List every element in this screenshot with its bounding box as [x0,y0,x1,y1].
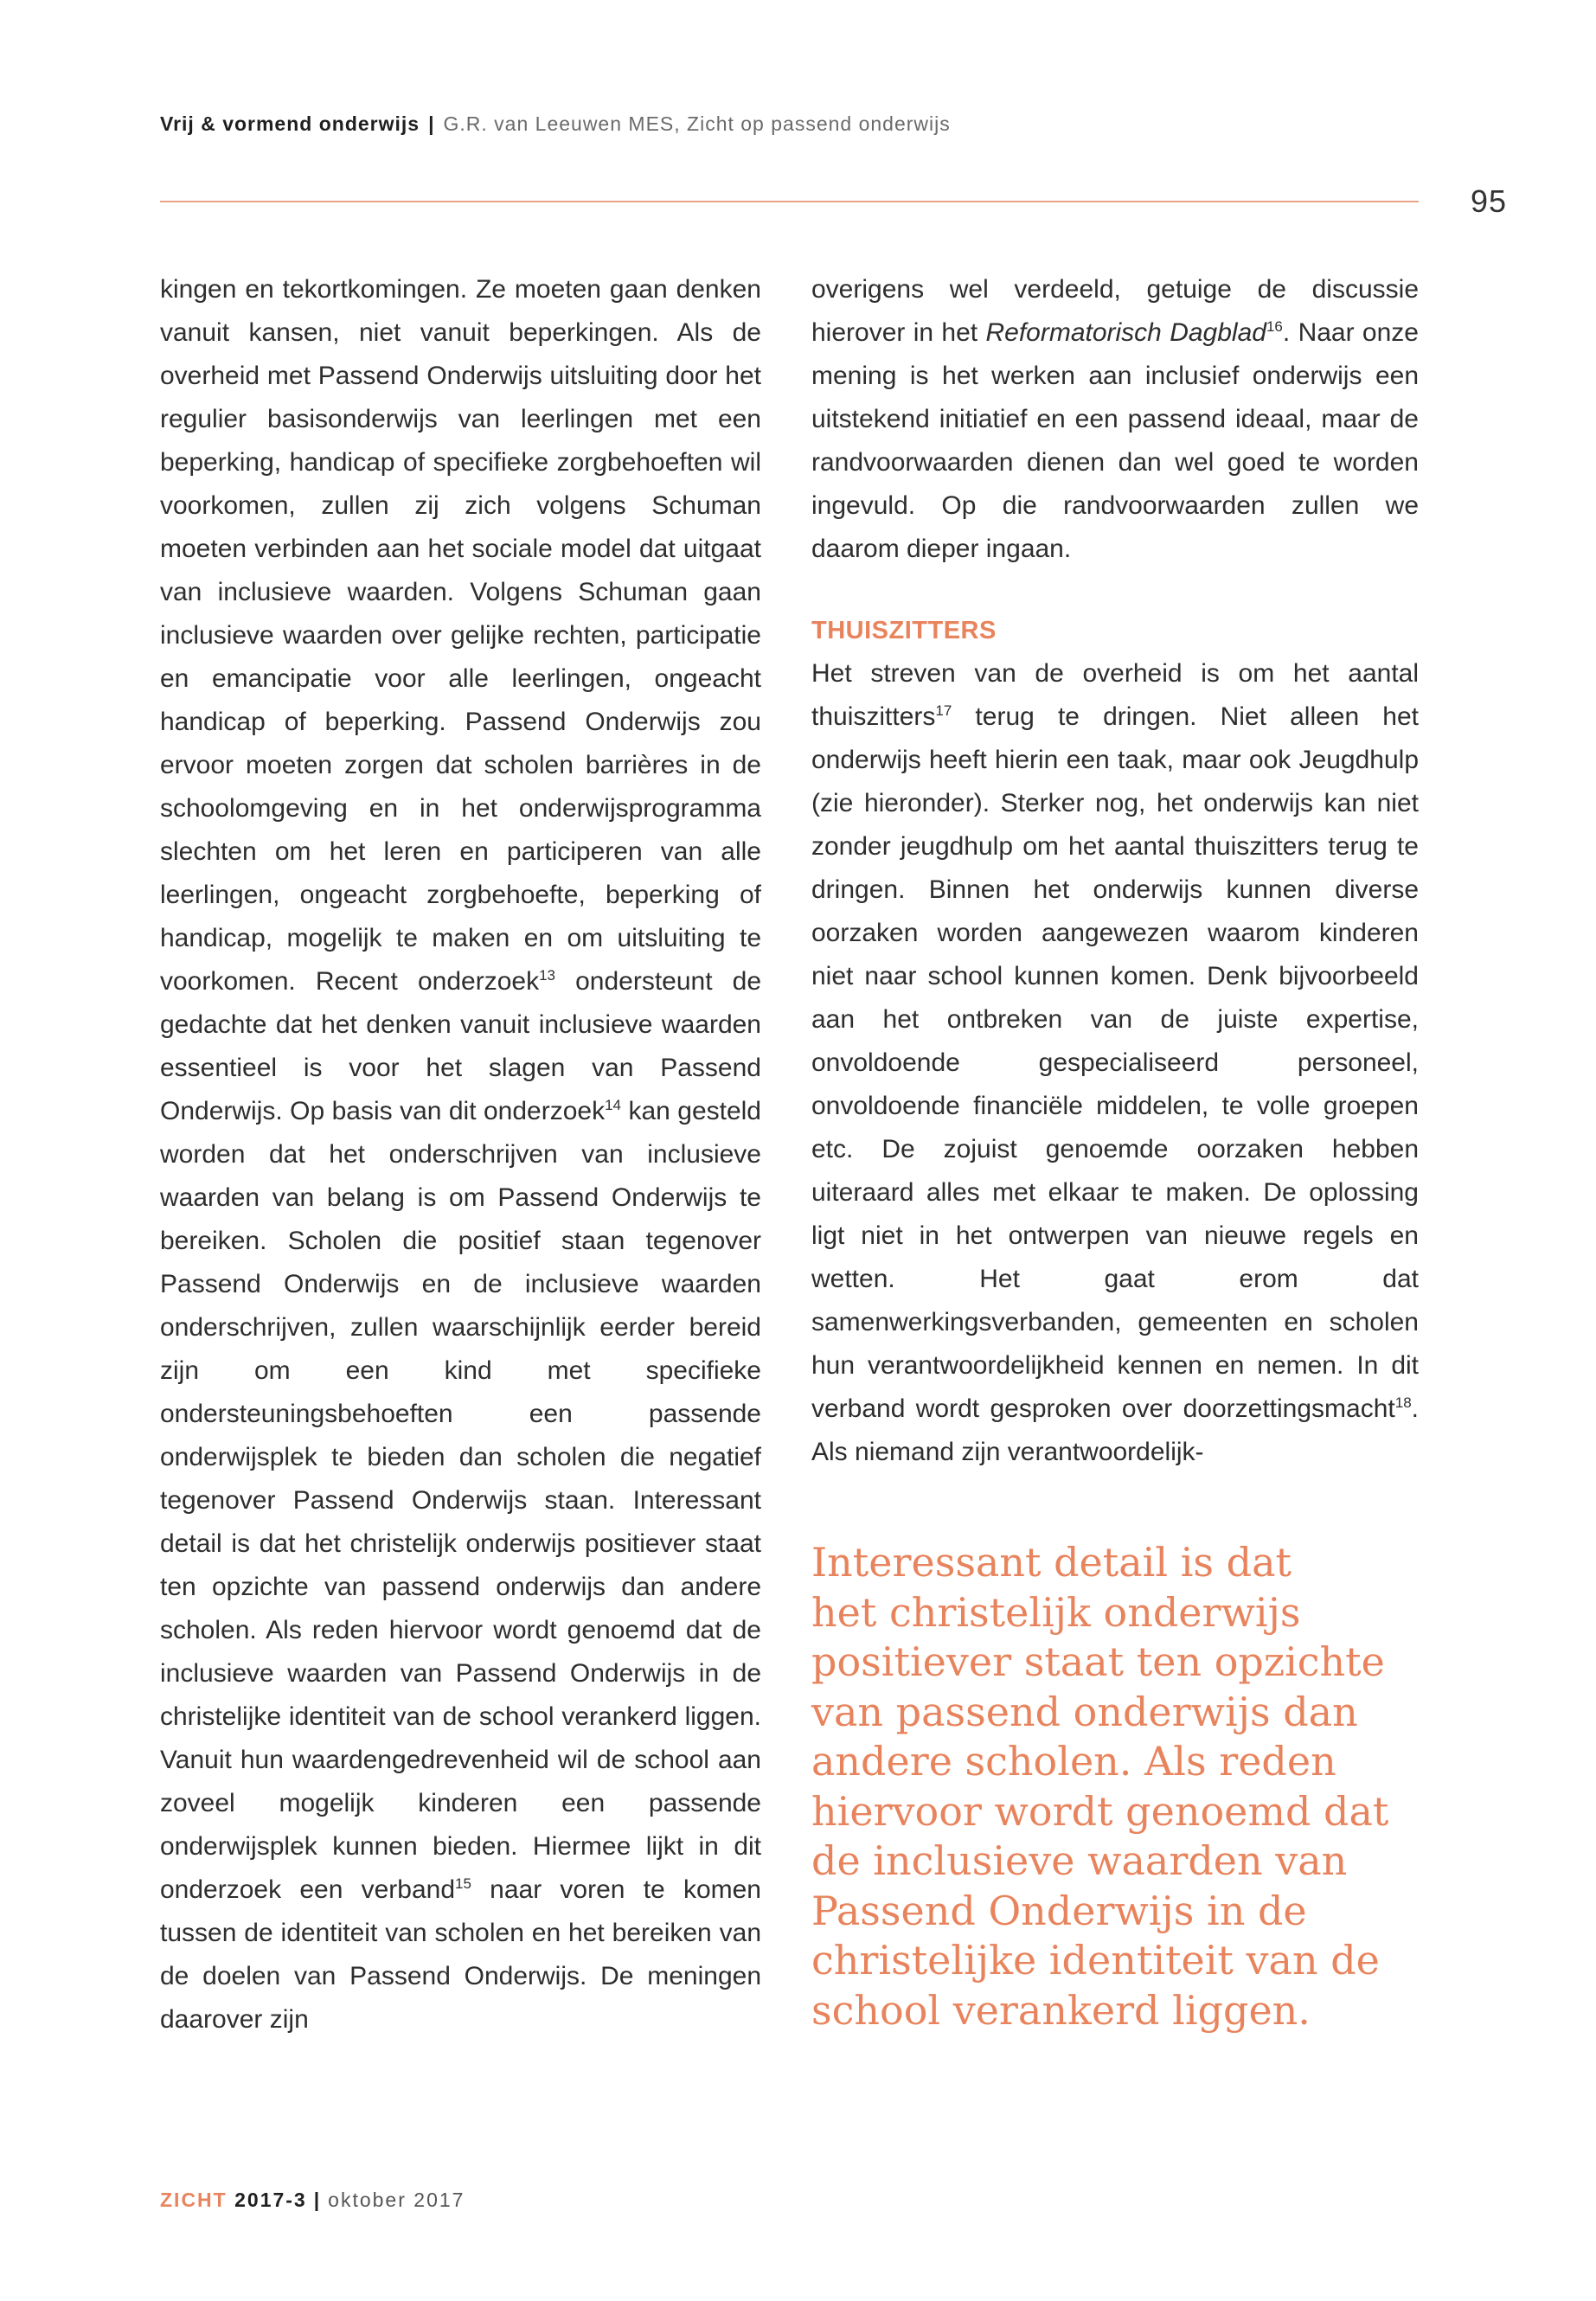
newspaper-title: Reformatorisch Dagblad [985,318,1266,347]
footer-separator: | [313,2189,322,2211]
header-rule [160,201,1419,202]
footer-issue: 2017-3 [234,2189,307,2211]
footnote-ref-18: 18 [1394,1394,1412,1411]
footnote-ref-15: 15 [455,1875,471,1892]
journal-title: Vrij & vormend onderwijs [160,112,420,135]
footnote-ref-16: 16 [1266,318,1283,335]
text-run: naar voren te komen tussen de identiteit van scholen en het bereiken van de doelen van Passend Onderwijs. De meningen daarover zijn [160,1875,761,2034]
right-column [811,268,1419,1474]
footnote-ref-13: 13 [539,967,555,984]
footer [160,2189,465,2212]
text-run: ondersteunt de gedachte dat het denken vanuit inclusieve waarden essentieel is voor het slagen van Passend Onderwijs. Op basis van dit onderzoek [160,967,761,1125]
footer-brand: ZICHT [160,2189,228,2211]
running-head-separator: | [428,112,435,135]
text-run: kan gesteld worden dat het onderschrijven van inclusieve waarden van belang is om Passend Onderwijs te bereiken. Scholen die positief staan tegenover Passend Onderwijs en de inclusieve waarden onderschrijven, zullen waarschijnlijk eerder bereid zijn om een kind met specifieke ondersteuningsbehoeften een passende onderwijsplek te bieden dan scholen die negatief tegenover Passend Onderwijs staan. Interessant detail is dat het christelijk onderwijs positiever staat ten opzichte van passend onderwijs dan andere scholen. Als reden hiervoor wordt genoemd dat de inclusieve waarden van Passend Onderwijs in de christelijke identiteit van de school verankerd liggen. Vanuit hun waardengedrevenheid wil de school aan zoveel mogelijk kinderen een passende onderwijsplek kunnen bieden. Hiermee lijkt in dit onderzoek een verband [160,1097,761,1904]
body-paragraph [160,268,761,2041]
text-run: terug te dringen. Niet alleen het onderwijs heeft hierin een taak, maar ook Jeugdhulp (zie hieronder). Sterker nog, het onderwijs kan niet zonder jeugdhulp om het aantal thuiszitters terug te dringen. Binnen het onderwijs kunnen diverse oorzaken worden aangewezen waarom kinderen niet naar school kunnen komen. Denk bijvoorbeeld aan het ontbreken van de juiste expertise, onvoldoende gespecialiseerd personeel, onvoldoende financiële middelen, te volle groepen etc. De zojuist genoemde oorzaken hebben uiteraard alles met elkaar te maken. De oplossing ligt niet in het ontwerpen van nieuwe regels en wetten. Het gaat erom dat samenwerkingsverbanden, gemeenten en scholen hun verantwoordelijkheid kennen en nemen. In dit verband wordt gesproken over doorzettingsmacht [811,702,1419,1423]
body-paragraph [811,268,1419,571]
article-author-title: G.R. van Leeuwen MES, Zicht op passend onderwijs [443,112,951,135]
page-number: 95 [1471,183,1508,219]
text-run: . Naar onze mening is het werken aan inclusief onderwijs een uitstekend initiatief en een passend ideaal, maar de randvoorwaarden dienen dan wel goed te worden ingevuld. Op die randvoorwaarden zullen we daarom dieper ingaan. [811,318,1419,563]
pull-quote: Interessant detail is dat het christelijk onderwijs positiever staat ten opzichte van passend onderwijs dan andere scholen. Als reden hiervoor wordt genoemd dat de inclusieve waarden van Passend Onderwijs in de christelijke identiteit van de school verankerd liggen. [811,1539,1389,2034]
footer-date: oktober 2017 [328,2189,465,2211]
left-column [160,268,761,2041]
footnote-ref-17: 17 [935,702,952,719]
text-run: . Als niemand zijn verantwoordelijk- [811,1394,1419,1466]
footnote-ref-14: 14 [605,1097,622,1113]
running-head [160,112,951,136]
text-run: overigens wel verdeeld, getuige de discussie hierover in het [811,275,1419,347]
text-run: kingen en tekortkomingen. Ze moeten gaan denken vanuit kansen, niet vanuit beperkingen. Als de overheid met Passend Onderwijs uitsluiting door het regulier basisonderwijs van leerlingen met een beperking, handicap of specifieke zorgbehoeften wil voorkomen, zullen zij zich volgens Schuman moeten verbinden aan het sociale model dat uitgaat van inclusieve waarden. Volgens Schuman gaan inclusieve waarden over gelijke rechten, participatie en emancipatie voor alle leerlingen, ongeacht handicap of beperking. Passend Onderwijs zou ervoor moeten zorgen dat scholen barrières in de schoolomgeving en in het onderwijsprogramma slechten om het leren en participeren van alle leerlingen, ongeacht zorgbehoefte, beperking of handicap, mogelijk te maken en om uitsluiting te voorkomen. Recent onderzoek [160,275,761,996]
section-heading: THUISZITTERS [811,617,997,644]
text-run: Het streven van de overheid is om het aantal thuiszitters [811,659,1419,731]
body-paragraph [811,652,1419,1474]
